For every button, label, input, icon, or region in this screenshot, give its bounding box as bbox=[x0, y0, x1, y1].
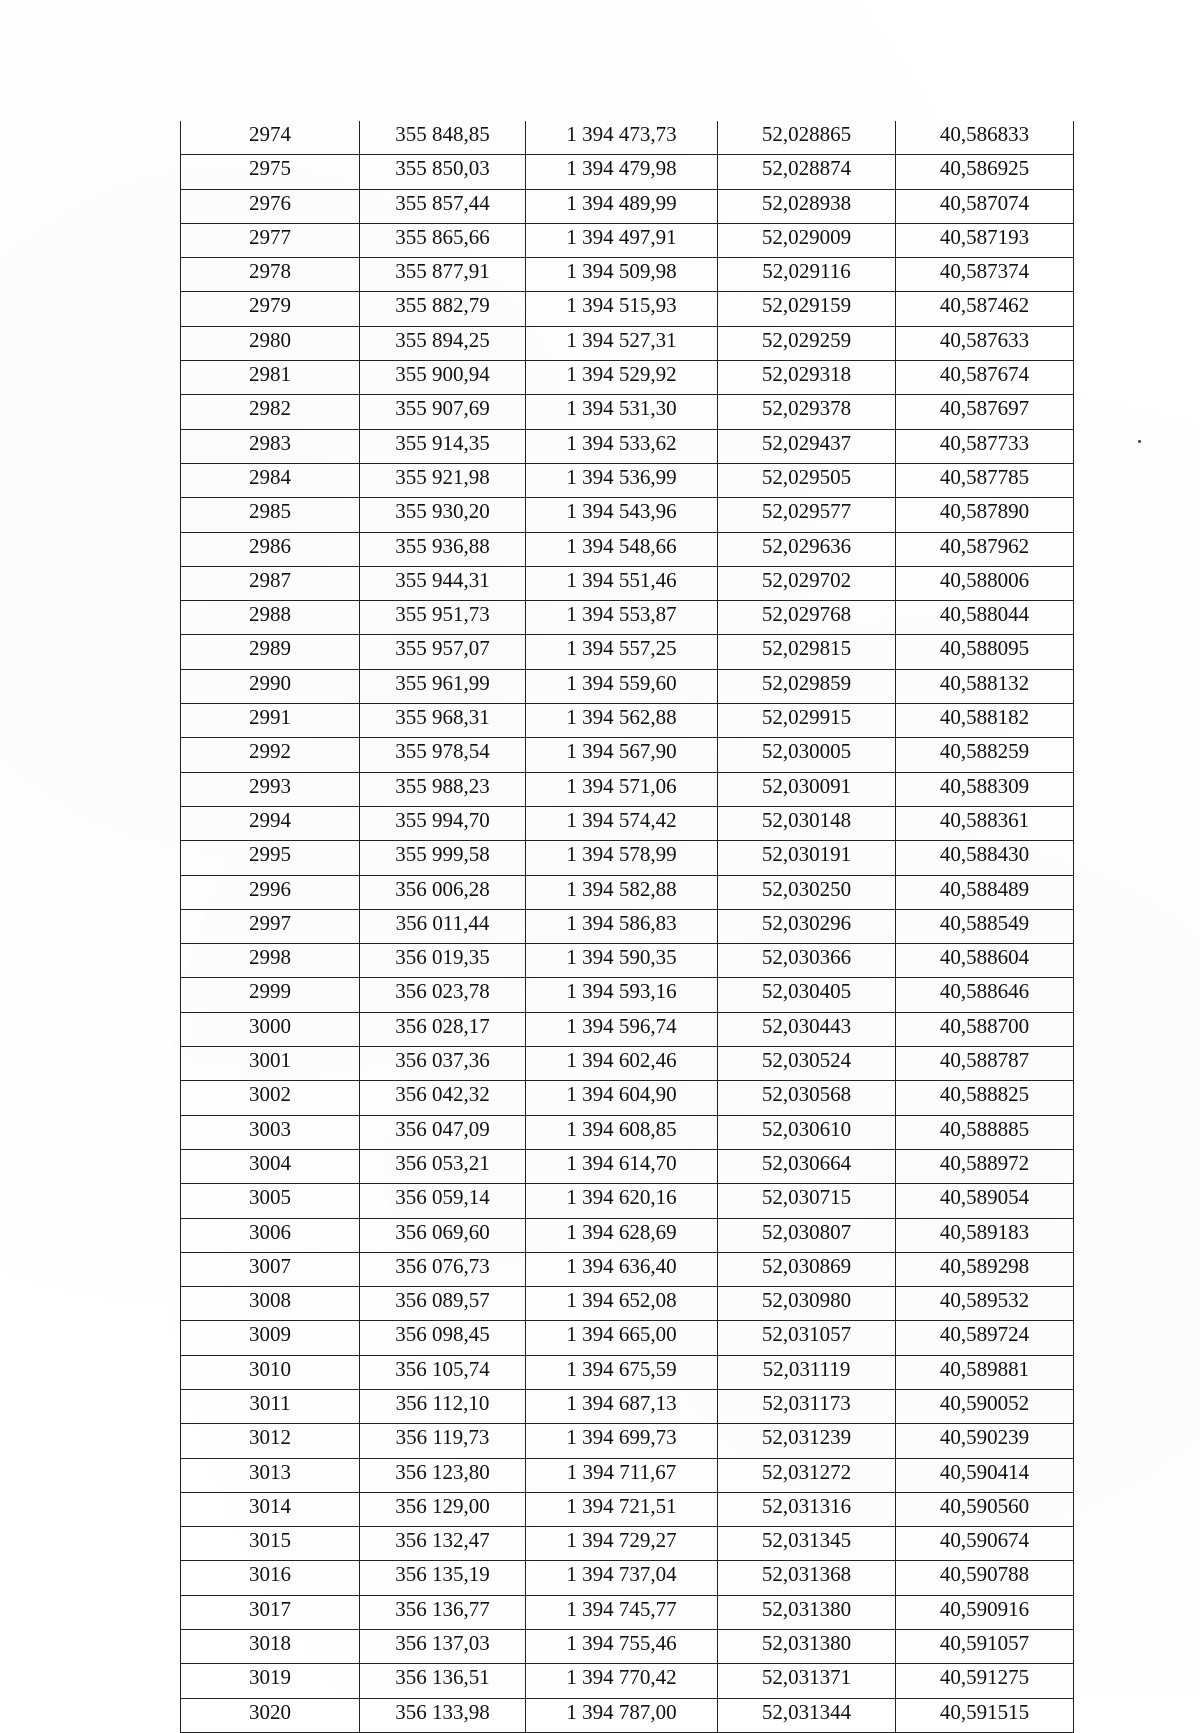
point-number-cell: 2991 bbox=[181, 704, 360, 738]
latitude-cell: 52,029815 bbox=[718, 635, 896, 669]
table-row bbox=[181, 498, 1074, 532]
latitude-cell: 52,030366 bbox=[718, 944, 896, 978]
point-number-cell: 2983 bbox=[181, 429, 360, 463]
longitude-cell: 40,587462 bbox=[896, 292, 1074, 326]
point-number-cell: 3001 bbox=[181, 1047, 360, 1081]
point-number-cell: 3014 bbox=[181, 1492, 360, 1526]
y-coordinate-cell: 1 394 489,99 bbox=[526, 189, 718, 223]
latitude-cell: 52,030715 bbox=[718, 1184, 896, 1218]
point-number-cell: 3004 bbox=[181, 1149, 360, 1183]
table-row bbox=[181, 1630, 1074, 1664]
table-row bbox=[181, 875, 1074, 909]
point-number-cell: 2990 bbox=[181, 669, 360, 703]
point-number-cell: 3017 bbox=[181, 1595, 360, 1629]
y-coordinate-cell: 1 394 562,88 bbox=[526, 704, 718, 738]
latitude-cell: 52,029577 bbox=[718, 498, 896, 532]
table-row bbox=[181, 1355, 1074, 1389]
latitude-cell: 52,030148 bbox=[718, 806, 896, 840]
latitude-cell: 52,029915 bbox=[718, 704, 896, 738]
point-number-cell: 2974 bbox=[181, 121, 360, 155]
point-number-cell: 3020 bbox=[181, 1698, 360, 1732]
table-row bbox=[181, 1698, 1074, 1732]
y-coordinate-cell: 1 394 567,90 bbox=[526, 738, 718, 772]
y-coordinate-cell: 1 394 536,99 bbox=[526, 463, 718, 497]
y-coordinate-cell: 1 394 559,60 bbox=[526, 669, 718, 703]
longitude-cell: 40,587785 bbox=[896, 463, 1074, 497]
longitude-cell: 40,589183 bbox=[896, 1218, 1074, 1252]
longitude-cell: 40,590674 bbox=[896, 1527, 1074, 1561]
longitude-cell: 40,588259 bbox=[896, 738, 1074, 772]
x-coordinate-cell: 356 059,14 bbox=[360, 1184, 526, 1218]
y-coordinate-cell: 1 394 548,66 bbox=[526, 532, 718, 566]
latitude-cell: 52,030250 bbox=[718, 875, 896, 909]
longitude-cell: 40,588006 bbox=[896, 566, 1074, 600]
y-coordinate-cell: 1 394 614,70 bbox=[526, 1149, 718, 1183]
table-row bbox=[181, 1081, 1074, 1115]
x-coordinate-cell: 356 028,17 bbox=[360, 1012, 526, 1046]
longitude-cell: 40,590239 bbox=[896, 1424, 1074, 1458]
point-number-cell: 2986 bbox=[181, 532, 360, 566]
latitude-cell: 52,030610 bbox=[718, 1115, 896, 1149]
latitude-cell: 52,029768 bbox=[718, 601, 896, 635]
x-coordinate-cell: 356 053,21 bbox=[360, 1149, 526, 1183]
table-row bbox=[181, 1424, 1074, 1458]
table-row bbox=[181, 532, 1074, 566]
point-number-cell: 2981 bbox=[181, 361, 360, 395]
table-row bbox=[181, 806, 1074, 840]
y-coordinate-cell: 1 394 721,51 bbox=[526, 1492, 718, 1526]
longitude-cell: 40,588825 bbox=[896, 1081, 1074, 1115]
longitude-cell: 40,587962 bbox=[896, 532, 1074, 566]
table-row bbox=[181, 463, 1074, 497]
table-row bbox=[181, 155, 1074, 189]
table-row bbox=[181, 1287, 1074, 1321]
longitude-cell: 40,586833 bbox=[896, 121, 1074, 155]
x-coordinate-cell: 356 042,32 bbox=[360, 1081, 526, 1115]
table-row bbox=[181, 1492, 1074, 1526]
longitude-cell: 40,588885 bbox=[896, 1115, 1074, 1149]
longitude-cell: 40,588646 bbox=[896, 978, 1074, 1012]
x-coordinate-cell: 356 098,45 bbox=[360, 1321, 526, 1355]
x-coordinate-cell: 355 882,79 bbox=[360, 292, 526, 326]
y-coordinate-cell: 1 394 628,69 bbox=[526, 1218, 718, 1252]
longitude-cell: 40,590414 bbox=[896, 1458, 1074, 1492]
x-coordinate-cell: 356 136,51 bbox=[360, 1664, 526, 1698]
y-coordinate-cell: 1 394 551,46 bbox=[526, 566, 718, 600]
longitude-cell: 40,589724 bbox=[896, 1321, 1074, 1355]
y-coordinate-cell: 1 394 737,04 bbox=[526, 1561, 718, 1595]
latitude-cell: 52,030980 bbox=[718, 1287, 896, 1321]
longitude-cell: 40,587890 bbox=[896, 498, 1074, 532]
longitude-cell: 40,591057 bbox=[896, 1630, 1074, 1664]
y-coordinate-cell: 1 394 604,90 bbox=[526, 1081, 718, 1115]
x-coordinate-cell: 356 133,98 bbox=[360, 1698, 526, 1732]
table-row bbox=[181, 361, 1074, 395]
longitude-cell: 40,588430 bbox=[896, 841, 1074, 875]
x-coordinate-cell: 356 105,74 bbox=[360, 1355, 526, 1389]
latitude-cell: 52,031272 bbox=[718, 1458, 896, 1492]
longitude-cell: 40,588044 bbox=[896, 601, 1074, 635]
x-coordinate-cell: 356 037,36 bbox=[360, 1047, 526, 1081]
longitude-cell: 40,586925 bbox=[896, 155, 1074, 189]
point-number-cell: 3007 bbox=[181, 1252, 360, 1286]
latitude-cell: 52,031344 bbox=[718, 1698, 896, 1732]
y-coordinate-cell: 1 394 578,99 bbox=[526, 841, 718, 875]
point-number-cell: 2996 bbox=[181, 875, 360, 909]
y-coordinate-cell: 1 394 596,74 bbox=[526, 1012, 718, 1046]
longitude-cell: 40,588132 bbox=[896, 669, 1074, 703]
table-row bbox=[181, 292, 1074, 326]
table-row bbox=[181, 704, 1074, 738]
longitude-cell: 40,587697 bbox=[896, 395, 1074, 429]
y-coordinate-cell: 1 394 675,59 bbox=[526, 1355, 718, 1389]
table-row bbox=[181, 1321, 1074, 1355]
x-coordinate-cell: 356 047,09 bbox=[360, 1115, 526, 1149]
x-coordinate-cell: 356 069,60 bbox=[360, 1218, 526, 1252]
longitude-cell: 40,591515 bbox=[896, 1698, 1074, 1732]
point-number-cell: 3010 bbox=[181, 1355, 360, 1389]
x-coordinate-cell: 355 994,70 bbox=[360, 806, 526, 840]
y-coordinate-cell: 1 394 515,93 bbox=[526, 292, 718, 326]
table-row bbox=[181, 1184, 1074, 1218]
latitude-cell: 52,031316 bbox=[718, 1492, 896, 1526]
latitude-cell: 52,031239 bbox=[718, 1424, 896, 1458]
y-coordinate-cell: 1 394 586,83 bbox=[526, 909, 718, 943]
table-row bbox=[181, 669, 1074, 703]
point-number-cell: 2994 bbox=[181, 806, 360, 840]
table-row bbox=[181, 772, 1074, 806]
point-number-cell: 2992 bbox=[181, 738, 360, 772]
y-coordinate-cell: 1 394 729,27 bbox=[526, 1527, 718, 1561]
longitude-cell: 40,588972 bbox=[896, 1149, 1074, 1183]
table-row bbox=[181, 429, 1074, 463]
latitude-cell: 52,030664 bbox=[718, 1149, 896, 1183]
latitude-cell: 52,029116 bbox=[718, 258, 896, 292]
table-row bbox=[181, 395, 1074, 429]
x-coordinate-cell: 355 907,69 bbox=[360, 395, 526, 429]
table-row bbox=[181, 1115, 1074, 1149]
latitude-cell: 52,029378 bbox=[718, 395, 896, 429]
table-row bbox=[181, 1458, 1074, 1492]
point-number-cell: 2976 bbox=[181, 189, 360, 223]
table-row bbox=[181, 1149, 1074, 1183]
y-coordinate-cell: 1 394 636,40 bbox=[526, 1252, 718, 1286]
x-coordinate-cell: 356 011,44 bbox=[360, 909, 526, 943]
point-number-cell: 3019 bbox=[181, 1664, 360, 1698]
latitude-cell: 52,029259 bbox=[718, 326, 896, 360]
longitude-cell: 40,588787 bbox=[896, 1047, 1074, 1081]
x-coordinate-cell: 355 936,88 bbox=[360, 532, 526, 566]
latitude-cell: 52,030091 bbox=[718, 772, 896, 806]
latitude-cell: 52,029859 bbox=[718, 669, 896, 703]
latitude-cell: 52,028938 bbox=[718, 189, 896, 223]
point-number-cell: 2987 bbox=[181, 566, 360, 600]
point-number-cell: 3013 bbox=[181, 1458, 360, 1492]
longitude-cell: 40,587374 bbox=[896, 258, 1074, 292]
y-coordinate-cell: 1 394 590,35 bbox=[526, 944, 718, 978]
point-number-cell: 2988 bbox=[181, 601, 360, 635]
latitude-cell: 52,030191 bbox=[718, 841, 896, 875]
longitude-cell: 40,588361 bbox=[896, 806, 1074, 840]
latitude-cell: 52,031345 bbox=[718, 1527, 896, 1561]
latitude-cell: 52,028874 bbox=[718, 155, 896, 189]
longitude-cell: 40,588700 bbox=[896, 1012, 1074, 1046]
x-coordinate-cell: 355 930,20 bbox=[360, 498, 526, 532]
x-coordinate-cell: 356 019,35 bbox=[360, 944, 526, 978]
latitude-cell: 52,031119 bbox=[718, 1355, 896, 1389]
y-coordinate-cell: 1 394 529,92 bbox=[526, 361, 718, 395]
y-coordinate-cell: 1 394 531,30 bbox=[526, 395, 718, 429]
longitude-cell: 40,588182 bbox=[896, 704, 1074, 738]
latitude-cell: 52,030807 bbox=[718, 1218, 896, 1252]
latitude-cell: 52,030296 bbox=[718, 909, 896, 943]
table-row bbox=[181, 1664, 1074, 1698]
latitude-cell: 52,030443 bbox=[718, 1012, 896, 1046]
x-coordinate-cell: 356 119,73 bbox=[360, 1424, 526, 1458]
longitude-cell: 40,589298 bbox=[896, 1252, 1074, 1286]
longitude-cell: 40,590916 bbox=[896, 1595, 1074, 1629]
point-number-cell: 2993 bbox=[181, 772, 360, 806]
x-coordinate-cell: 356 123,80 bbox=[360, 1458, 526, 1492]
x-coordinate-cell: 355 914,35 bbox=[360, 429, 526, 463]
point-number-cell: 2977 bbox=[181, 223, 360, 257]
x-coordinate-cell: 355 944,31 bbox=[360, 566, 526, 600]
table-row bbox=[181, 1595, 1074, 1629]
point-number-cell: 3018 bbox=[181, 1630, 360, 1664]
x-coordinate-cell: 355 978,54 bbox=[360, 738, 526, 772]
table-row bbox=[181, 1389, 1074, 1423]
point-number-cell: 2984 bbox=[181, 463, 360, 497]
x-coordinate-cell: 355 951,73 bbox=[360, 601, 526, 635]
y-coordinate-cell: 1 394 711,67 bbox=[526, 1458, 718, 1492]
y-coordinate-cell: 1 394 553,87 bbox=[526, 601, 718, 635]
latitude-cell: 52,029702 bbox=[718, 566, 896, 600]
table-row bbox=[181, 738, 1074, 772]
y-coordinate-cell: 1 394 602,46 bbox=[526, 1047, 718, 1081]
table-row bbox=[181, 1252, 1074, 1286]
latitude-cell: 52,030005 bbox=[718, 738, 896, 772]
y-coordinate-cell: 1 394 509,98 bbox=[526, 258, 718, 292]
y-coordinate-cell: 1 394 699,73 bbox=[526, 1424, 718, 1458]
longitude-cell: 40,588309 bbox=[896, 772, 1074, 806]
latitude-cell: 52,031173 bbox=[718, 1389, 896, 1423]
point-number-cell: 2975 bbox=[181, 155, 360, 189]
x-coordinate-cell: 356 023,78 bbox=[360, 978, 526, 1012]
x-coordinate-cell: 356 136,77 bbox=[360, 1595, 526, 1629]
latitude-cell: 52,031380 bbox=[718, 1595, 896, 1629]
point-number-cell: 2999 bbox=[181, 978, 360, 1012]
point-number-cell: 2985 bbox=[181, 498, 360, 532]
point-number-cell: 2980 bbox=[181, 326, 360, 360]
x-coordinate-cell: 355 848,85 bbox=[360, 121, 526, 155]
table-row bbox=[181, 601, 1074, 635]
latitude-cell: 52,029009 bbox=[718, 223, 896, 257]
x-coordinate-cell: 355 857,44 bbox=[360, 189, 526, 223]
point-number-cell: 3011 bbox=[181, 1389, 360, 1423]
y-coordinate-cell: 1 394 745,77 bbox=[526, 1595, 718, 1629]
latitude-cell: 52,029437 bbox=[718, 429, 896, 463]
point-number-cell: 2997 bbox=[181, 909, 360, 943]
latitude-cell: 52,029505 bbox=[718, 463, 896, 497]
y-coordinate-cell: 1 394 665,00 bbox=[526, 1321, 718, 1355]
table-row bbox=[181, 121, 1074, 155]
x-coordinate-cell: 355 850,03 bbox=[360, 155, 526, 189]
x-coordinate-cell: 355 894,25 bbox=[360, 326, 526, 360]
y-coordinate-cell: 1 394 543,96 bbox=[526, 498, 718, 532]
y-coordinate-cell: 1 394 787,00 bbox=[526, 1698, 718, 1732]
point-number-cell: 2978 bbox=[181, 258, 360, 292]
table-row bbox=[181, 258, 1074, 292]
point-number-cell: 2982 bbox=[181, 395, 360, 429]
y-coordinate-cell: 1 394 527,31 bbox=[526, 326, 718, 360]
point-number-cell: 3002 bbox=[181, 1081, 360, 1115]
longitude-cell: 40,590052 bbox=[896, 1389, 1074, 1423]
y-coordinate-cell: 1 394 620,16 bbox=[526, 1184, 718, 1218]
table-row bbox=[181, 909, 1074, 943]
x-coordinate-cell: 356 089,57 bbox=[360, 1287, 526, 1321]
x-coordinate-cell: 355 999,58 bbox=[360, 841, 526, 875]
x-coordinate-cell: 356 006,28 bbox=[360, 875, 526, 909]
longitude-cell: 40,589532 bbox=[896, 1287, 1074, 1321]
longitude-cell: 40,587733 bbox=[896, 429, 1074, 463]
longitude-cell: 40,590560 bbox=[896, 1492, 1074, 1526]
coordinates-table bbox=[180, 121, 1074, 1733]
table-row bbox=[181, 1012, 1074, 1046]
scan-speck bbox=[1138, 440, 1141, 443]
x-coordinate-cell: 356 135,19 bbox=[360, 1561, 526, 1595]
y-coordinate-cell: 1 394 473,73 bbox=[526, 121, 718, 155]
latitude-cell: 52,028865 bbox=[718, 121, 896, 155]
point-number-cell: 3003 bbox=[181, 1115, 360, 1149]
longitude-cell: 40,587074 bbox=[896, 189, 1074, 223]
table-row bbox=[181, 566, 1074, 600]
table-row bbox=[181, 189, 1074, 223]
longitude-cell: 40,588489 bbox=[896, 875, 1074, 909]
point-number-cell: 2979 bbox=[181, 292, 360, 326]
longitude-cell: 40,591275 bbox=[896, 1664, 1074, 1698]
y-coordinate-cell: 1 394 582,88 bbox=[526, 875, 718, 909]
x-coordinate-cell: 355 968,31 bbox=[360, 704, 526, 738]
y-coordinate-cell: 1 394 479,98 bbox=[526, 155, 718, 189]
x-coordinate-cell: 356 129,00 bbox=[360, 1492, 526, 1526]
latitude-cell: 52,031368 bbox=[718, 1561, 896, 1595]
table-row bbox=[181, 978, 1074, 1012]
latitude-cell: 52,031057 bbox=[718, 1321, 896, 1355]
longitude-cell: 40,589881 bbox=[896, 1355, 1074, 1389]
x-coordinate-cell: 356 132,47 bbox=[360, 1527, 526, 1561]
point-number-cell: 2998 bbox=[181, 944, 360, 978]
latitude-cell: 52,029159 bbox=[718, 292, 896, 326]
point-number-cell: 2995 bbox=[181, 841, 360, 875]
point-number-cell: 3009 bbox=[181, 1321, 360, 1355]
longitude-cell: 40,589054 bbox=[896, 1184, 1074, 1218]
longitude-cell: 40,590788 bbox=[896, 1561, 1074, 1595]
point-number-cell: 3008 bbox=[181, 1287, 360, 1321]
table-row bbox=[181, 223, 1074, 257]
y-coordinate-cell: 1 394 755,46 bbox=[526, 1630, 718, 1664]
table-row bbox=[181, 326, 1074, 360]
latitude-cell: 52,030869 bbox=[718, 1252, 896, 1286]
x-coordinate-cell: 356 137,03 bbox=[360, 1630, 526, 1664]
latitude-cell: 52,029318 bbox=[718, 361, 896, 395]
latitude-cell: 52,030568 bbox=[718, 1081, 896, 1115]
y-coordinate-cell: 1 394 574,42 bbox=[526, 806, 718, 840]
longitude-cell: 40,588604 bbox=[896, 944, 1074, 978]
longitude-cell: 40,588549 bbox=[896, 909, 1074, 943]
x-coordinate-cell: 355 961,99 bbox=[360, 669, 526, 703]
y-coordinate-cell: 1 394 497,91 bbox=[526, 223, 718, 257]
table-row bbox=[181, 1561, 1074, 1595]
longitude-cell: 40,588095 bbox=[896, 635, 1074, 669]
x-coordinate-cell: 356 076,73 bbox=[360, 1252, 526, 1286]
x-coordinate-cell: 355 921,98 bbox=[360, 463, 526, 497]
latitude-cell: 52,030405 bbox=[718, 978, 896, 1012]
y-coordinate-cell: 1 394 770,42 bbox=[526, 1664, 718, 1698]
latitude-cell: 52,031371 bbox=[718, 1664, 896, 1698]
x-coordinate-cell: 355 957,07 bbox=[360, 635, 526, 669]
latitude-cell: 52,031380 bbox=[718, 1630, 896, 1664]
y-coordinate-cell: 1 394 557,25 bbox=[526, 635, 718, 669]
y-coordinate-cell: 1 394 533,62 bbox=[526, 429, 718, 463]
table-row bbox=[181, 1047, 1074, 1081]
point-number-cell: 3012 bbox=[181, 1424, 360, 1458]
y-coordinate-cell: 1 394 571,06 bbox=[526, 772, 718, 806]
longitude-cell: 40,587633 bbox=[896, 326, 1074, 360]
point-number-cell: 3015 bbox=[181, 1527, 360, 1561]
point-number-cell: 3000 bbox=[181, 1012, 360, 1046]
y-coordinate-cell: 1 394 593,16 bbox=[526, 978, 718, 1012]
point-number-cell: 3006 bbox=[181, 1218, 360, 1252]
x-coordinate-cell: 355 865,66 bbox=[360, 223, 526, 257]
longitude-cell: 40,587674 bbox=[896, 361, 1074, 395]
y-coordinate-cell: 1 394 687,13 bbox=[526, 1389, 718, 1423]
x-coordinate-cell: 355 877,91 bbox=[360, 258, 526, 292]
x-coordinate-cell: 355 900,94 bbox=[360, 361, 526, 395]
point-number-cell: 2989 bbox=[181, 635, 360, 669]
table-row bbox=[181, 1218, 1074, 1252]
longitude-cell: 40,587193 bbox=[896, 223, 1074, 257]
y-coordinate-cell: 1 394 608,85 bbox=[526, 1115, 718, 1149]
latitude-cell: 52,030524 bbox=[718, 1047, 896, 1081]
coordinates-table-body bbox=[181, 121, 1074, 1732]
point-number-cell: 3005 bbox=[181, 1184, 360, 1218]
table-row bbox=[181, 944, 1074, 978]
x-coordinate-cell: 355 988,23 bbox=[360, 772, 526, 806]
table-row bbox=[181, 1527, 1074, 1561]
y-coordinate-cell: 1 394 652,08 bbox=[526, 1287, 718, 1321]
point-number-cell: 3016 bbox=[181, 1561, 360, 1595]
x-coordinate-cell: 356 112,10 bbox=[360, 1389, 526, 1423]
latitude-cell: 52,029636 bbox=[718, 532, 896, 566]
table-row bbox=[181, 841, 1074, 875]
table-row bbox=[181, 635, 1074, 669]
